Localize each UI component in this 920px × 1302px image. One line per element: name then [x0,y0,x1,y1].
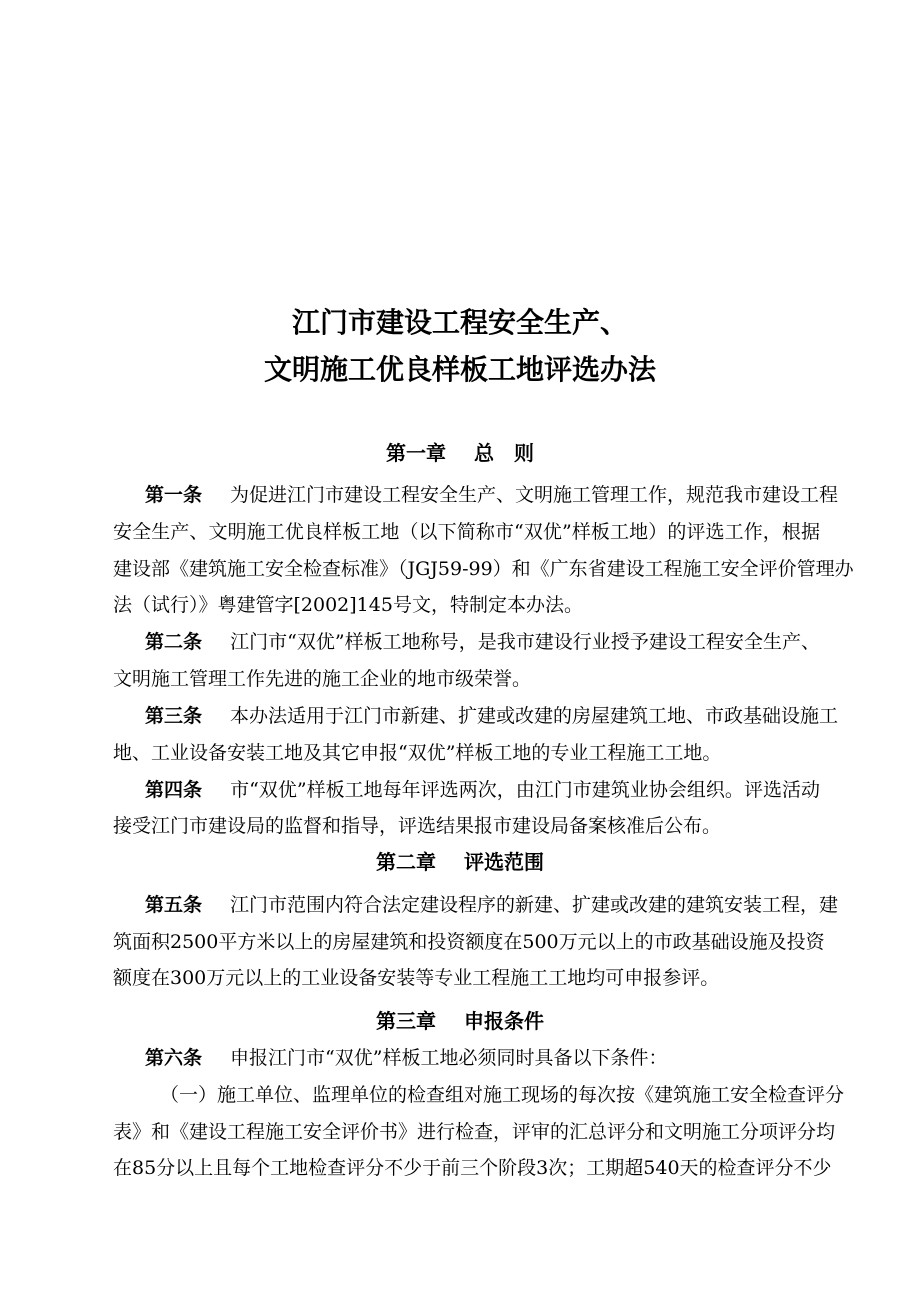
line-text: 申报江门市“双优”样板工地必须同时具备以下条件： [230,1047,668,1069]
line-text: 江门市“双优”样板工地称号，是我市建设行业授予建设工程安全生产、 [230,631,820,653]
text-line: 额度在300万元以上的工业设备安装等专业工程施工工地均可申报参评。 [113,967,720,989]
text-line [145,624,820,660]
title-line: 文明施工优良样板工地评选办法 [263,353,656,386]
text-line: 法（试行）》粤建管字[2002]145号文，特制定本办法。 [113,594,583,616]
chapter-number: 第三章 [376,1009,436,1033]
title-line: 江门市建设工程安全生产、 [291,306,628,339]
text-line: 在85分以上且每个工地检查评分不少于前三个阶段3次；工期超540天的检查评分不少 [113,1157,832,1179]
text-line: 接受江门市建设局的监督和指导，评选结果报市建设局备案核准后公布。 [113,815,722,837]
text-line [145,772,820,808]
text-line: 文明施工管理工作先进的施工企业的地市级荣誉。 [113,668,532,690]
chapter-name: 申报条件 [464,1009,544,1033]
article-label: 第五条 [145,894,203,916]
text-line [145,698,839,734]
article-label: 第四条 [145,779,203,801]
article-label: 第三条 [145,705,203,727]
line-text: 为促进江门市建设工程安全生产、文明施工管理工作，规范我市建设工程 [230,484,839,506]
text-line: （一）施工单位、监理单位的检查组对施工现场的每次按《建筑施工安全检查评分 [160,1084,845,1106]
text-line [145,887,839,923]
chapter-name: 评选范围 [464,850,544,874]
text-line [145,1040,820,1076]
chapter-heading [0,435,920,471]
line-text: 市“双优”样板工地每年评选两次，由江门市建筑业协会组织。评选活动 [230,779,820,801]
text-line: 筑面积2500平方米以上的房屋建筑和投资额度在500万元以上的市政基础设施及投资 [113,931,825,953]
article-label: 第一条 [145,484,203,506]
text-line: 建设部《建筑施工安全检查标准》（JGJ59-99）和《广东省建设工程施工安全评价管理办 [113,558,854,580]
text-line: 地、工业设备安装工地及其它申报“双优”样板工地的专业工程施工工地。 [113,742,722,764]
line-text: 本办法适用于江门市新建、扩建或改建的房屋建筑工地、市政基础设施工 [230,705,839,727]
chapter-heading [0,844,920,880]
text-line [145,477,839,513]
chapter-number: 第二章 [376,850,436,874]
article-label: 第二条 [145,631,203,653]
line-text: 江门市范围内符合法定建设程序的新建、扩建或改建的建筑安装工程，建 [230,894,839,916]
article-label: 第六条 [145,1047,203,1069]
text-line: 表》和《建设工程施工安全评价书》进行检查，评审的汇总评分和文明施工分项评分均 [113,1121,836,1143]
chapter-heading [0,1003,920,1039]
chapter-name: 总 则 [474,441,534,465]
text-line: 安全生产、文明施工优良样板工地（以下简称市“双优”样板工地）的评选工作，根据 [113,521,820,543]
chapter-number: 第一章 [386,441,446,465]
